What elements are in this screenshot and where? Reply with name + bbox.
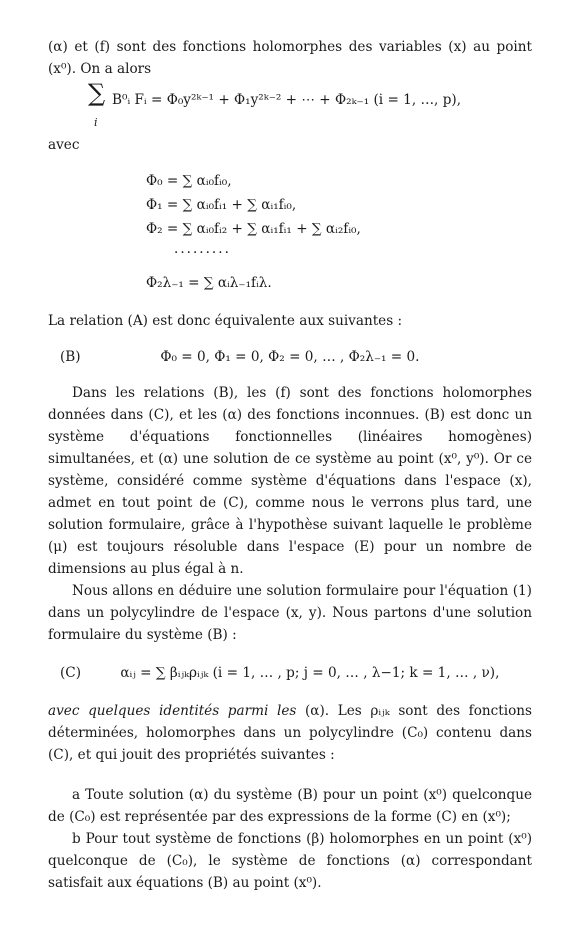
paragraph-dans: Dans les relations (B), les (f) sont des fonctions holomorphes données dans (C), et les (α) des fonctions inconnues. (B) est donc un système d'équations fonctionnelles (linéaires homogènes) simultanées, et (α) une solution de ce système au point (x⁰, y⁰). Or ce système, considéré comme système d'équations dans l'espace (x), admet en tout point de (C), comme nous le verrons plus tard, une solution formulaire, grâce à l'hypothèse suivant laquelle le problème (μ) est toujours résoluble dans l'espace (E) pour un nombre de dimensions au plus égal à n.	[48, 385, 532, 577]
relation-b	[48, 346, 532, 368]
relation-c	[48, 662, 532, 684]
paragraph-avec-rest: (α). Les ρᵢⱼₖ sont des fonctions déterminées, holomorphes dans un polycylindre (C₀) contenu dans (C), et qui jouit des propriétés suivantes :	[48, 703, 532, 763]
relation-c-tag: (C)	[60, 665, 82, 681]
property-b: b Pour tout système de fonctions (β) holomorphes en un point (x⁰) quelconque de (C₀), le système de fonctions (α) correspondant satisfait aux équations (B) au point (x⁰).	[48, 831, 532, 891]
summation-sign: ∑	[88, 79, 106, 107]
word-avec: avec	[48, 137, 80, 153]
paragraph-relation-a: La relation (A) est donc équivalente aux suivantes :	[48, 313, 403, 329]
document-page	[48, 36, 532, 894]
relation-b-tag: (B)	[60, 349, 81, 365]
property-a: a Toute solution (α) du système (B) pour un point (x⁰) quelconque de (C₀) est représentée par des expressions de la forme (C) en (x⁰);	[48, 787, 532, 825]
phi-equation: Φ₂λ₋₁ = ∑ αᵢλ₋₁fᵢλ.	[146, 275, 272, 291]
phi-equations	[146, 170, 532, 296]
italic-phrase: avec quelques identités parmi les	[48, 703, 297, 719]
summation-index: i	[94, 116, 98, 129]
paragraph-nous: Nous allons en déduire une solution formulaire pour l'équation (1) dans un polycylindre de l'espace (x, y). Nous partons d'une solution formulaire du système (B) :	[48, 583, 532, 643]
phi-equation: Φ₁ = ∑ αᵢ₀fᵢ₁ + ∑ αᵢ₁fᵢ₀,	[146, 197, 297, 213]
paragraph-intro: (α) et (f) sont des fonctions holomorphes des variables (x) au point (x⁰). On a alors	[48, 39, 532, 77]
relation-b-body: Φ₀ = 0, Φ₁ = 0, Φ₂ = 0, … , Φ₂λ₋₁ = 0.	[160, 349, 420, 365]
phi-ellipsis: ·········	[174, 245, 231, 261]
phi-equation: Φ₀ = ∑ αᵢ₀fᵢ₀,	[146, 173, 232, 189]
phi-equation: Φ₂ = ∑ αᵢ₀fᵢ₂ + ∑ αᵢ₁fᵢ₁ + ∑ αᵢ₂fᵢ₀,	[146, 221, 361, 237]
equation-sum	[48, 80, 532, 134]
equation-sum-rhs: B⁰ᵢ Fᵢ = Φ₀y²ᵏ⁻¹ + Φ₁y²ᵏ⁻² + ⋯ + Φ₂ₖ₋₁ (i = 1, …, p),	[112, 92, 462, 108]
relation-c-body: αᵢⱼ = ∑ βᵢⱼₖρᵢⱼₖ (i = 1, … , p; j = 0, … , λ−1; k = 1, … , ν),	[120, 665, 500, 681]
paragraph-avec-quelques	[48, 700, 532, 766]
